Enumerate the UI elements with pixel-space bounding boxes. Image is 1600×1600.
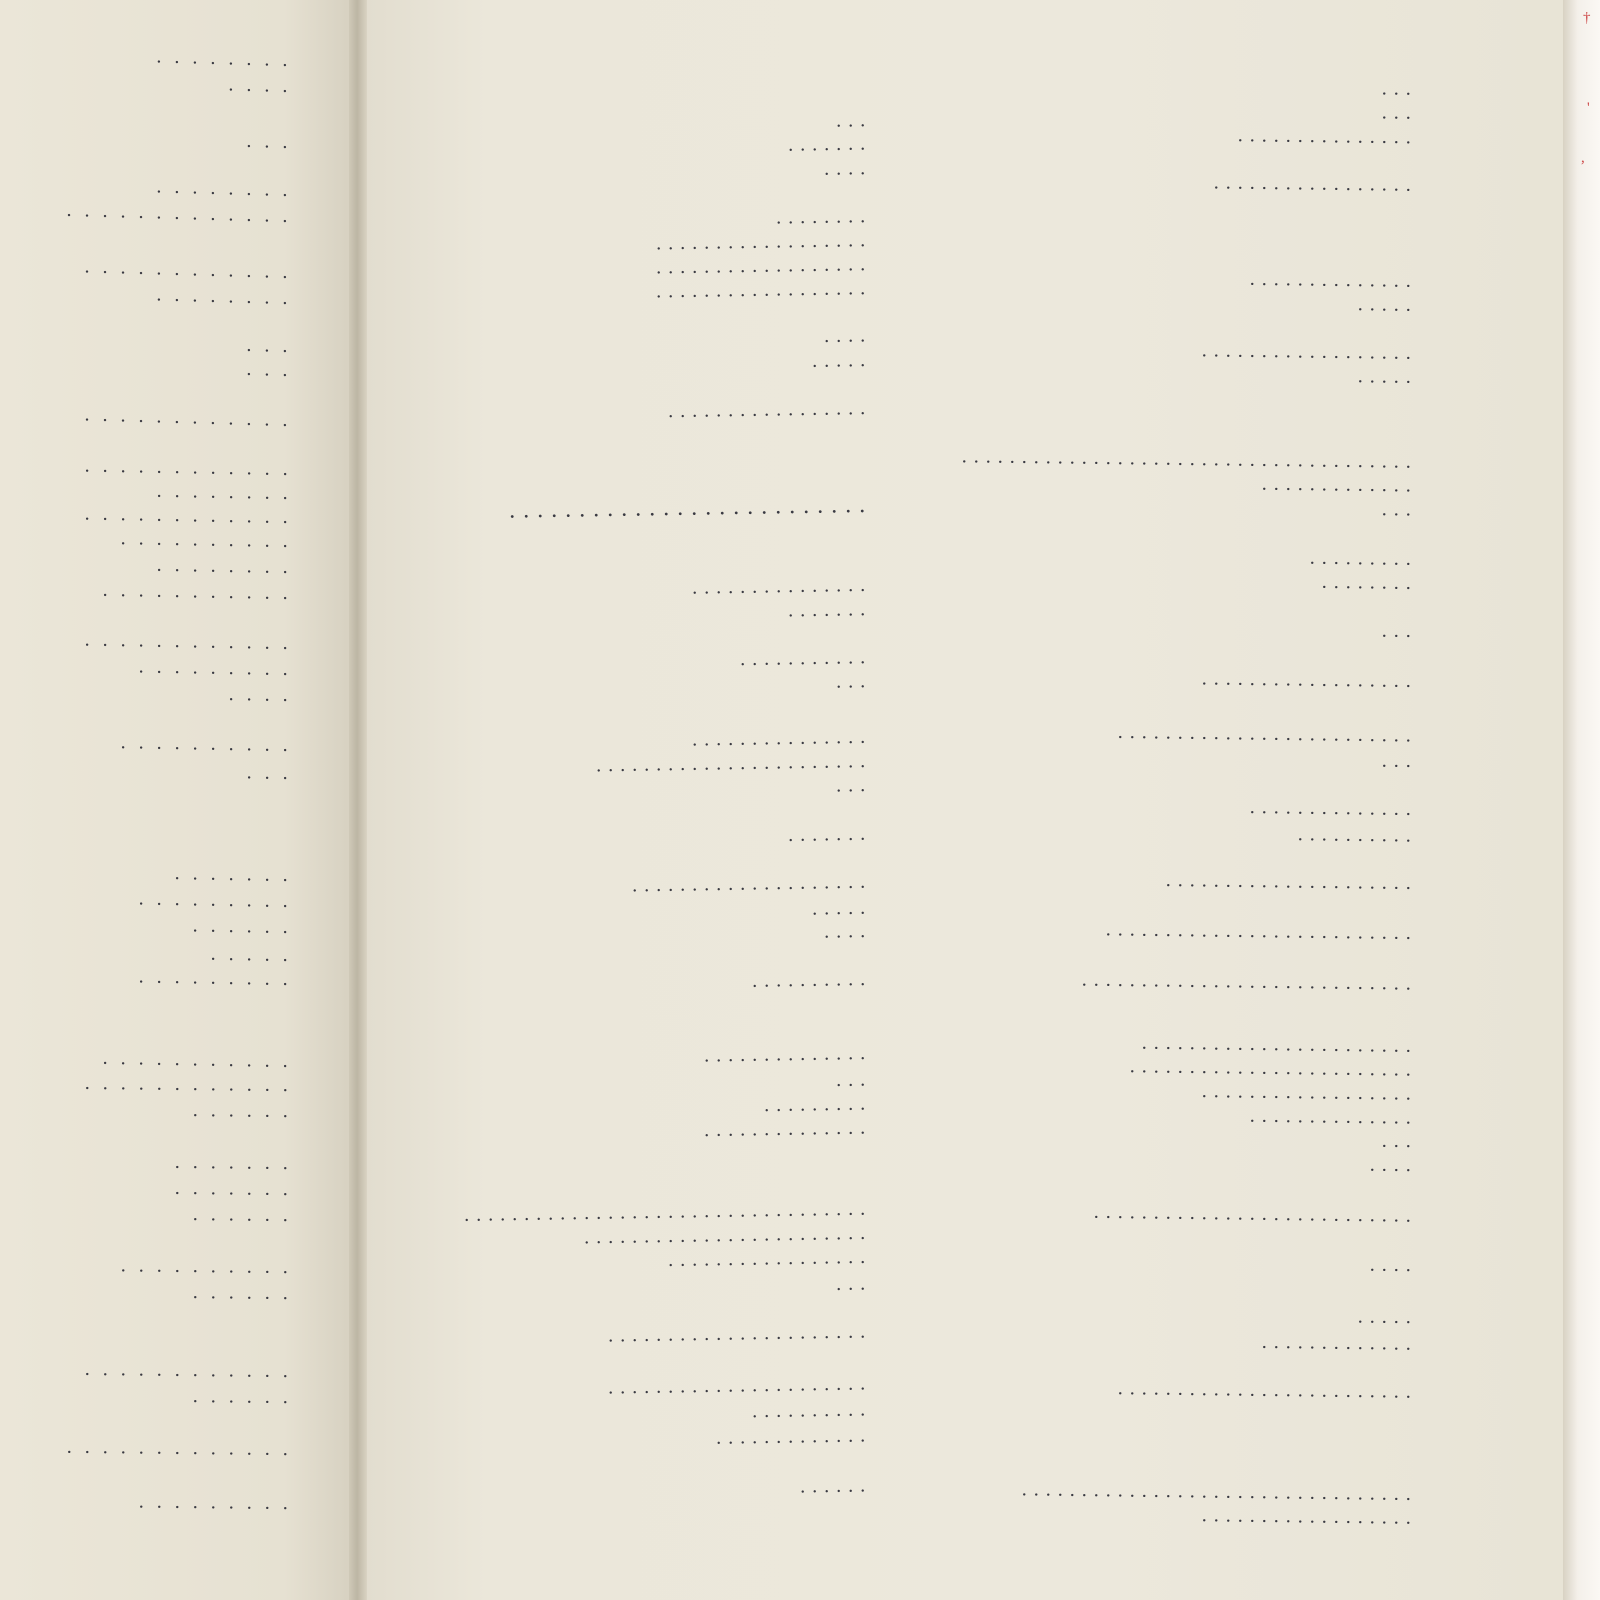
leader-dots: . . . . . . (192, 1385, 292, 1409)
leader-dots: . . . . . . . . . . . . . . . . . . . . . . . . . . . . . . . . . . (464, 1197, 867, 1226)
leader-dots: . . . . . . . . . . . . . . . . . . (1201, 1504, 1412, 1529)
leader-dots: . . . . . . . . . . . . . . . . . . . . . . . . . . . . . . . . . (1021, 1478, 1412, 1506)
leader-dots: . . . . . . . . . . (120, 731, 292, 757)
leader-dots: . . . . . . . . . . . . . . (703, 1041, 867, 1067)
leader-dots: . . . (835, 109, 867, 132)
leader-dots: . . . . . . . . . . . . . . . . . . . . . . (607, 1320, 867, 1347)
leader-dots: . . . . . . . . (156, 479, 292, 505)
leader-dots: . . . . . . . . . . . . . . . . . . (1201, 1080, 1412, 1105)
leader-dots: . . . . . . . . . . . . . . . . . . . . (631, 870, 867, 897)
leader-dots: . . . . . . . . . . . . . . . . . . . . . . . . (1129, 1055, 1412, 1081)
leader-dots: . . . . . . . . . . . . . . . . . . . . . . . . . . . (1093, 1200, 1412, 1227)
leader-dots: . . . . (823, 324, 867, 348)
leader-dots: . . . . . . . . . . . . . . . . . . . . . . . . . . . . . . . . . . . . . . (961, 445, 1412, 473)
leader-dots: . . . . . (1357, 293, 1412, 316)
leader-dots: . . . . . . . . . . . . . . (703, 1116, 867, 1142)
leader-dots: . . . . . . . . (156, 553, 292, 579)
page-edge: † ' , (1563, 0, 1600, 1600)
leader-dots: . . . . . (210, 942, 292, 967)
leader-dots: . . . (1381, 1129, 1412, 1153)
leader-dots: . . . . . . . . . . . . . (66, 198, 292, 228)
leader-dots: . . . . . . . . . . . (739, 646, 867, 671)
leader-dots: . . . . . . . (787, 822, 867, 846)
leader-dots: . . . . . . . . . . . . . . . . . . (655, 277, 867, 303)
leader-dots: . . . . . . . . . . . . . . . . . . . . . . . . . . . . (1081, 968, 1412, 995)
leader-dots: . . . . . . . . . . . . . . . . . . . . . . . (595, 750, 867, 777)
leader-dots: . . . . . . (192, 1099, 292, 1123)
leader-dots: . . . . . . . . (1321, 570, 1412, 594)
leader-dots: . . . . (823, 157, 867, 180)
leader-dots: . . . . . . . (787, 132, 867, 156)
leader-dots: . . . . . . (799, 1474, 867, 1498)
leader-dots: . . . . . . (192, 1281, 292, 1305)
leader-dots: . . . . . (1357, 1305, 1412, 1329)
leader-dots: . . . (1381, 749, 1412, 772)
leader-dots: . . . . . . . . . (138, 965, 292, 991)
leader-dots: . . . (246, 333, 292, 358)
leader-dots: . . . . . . . . . . . . . (1261, 472, 1412, 497)
leader-dots: . . . . . . (192, 1203, 292, 1227)
leader-dots: . . . . . . . . . . . . . . (1249, 1104, 1412, 1129)
leader-dots: . . . . . . . . . . . . . . . . . (1213, 171, 1412, 196)
leader-dots: . . . . . . . . (156, 45, 292, 72)
leader-dots: . . . . . . . . . (138, 887, 292, 913)
leader-dots: . . . . . . . (174, 1176, 292, 1201)
leader-dots: . . . . . . . . . . . . . (1261, 1330, 1412, 1355)
leader-dots: . . . . . . . . . . . . (84, 403, 292, 432)
leader-dots: . . . . . . . . . . . . . . . . . (667, 397, 867, 423)
leader-dots: . . . . (228, 682, 292, 707)
leader-dots: . . . . . . . . . . . . . . . (691, 573, 867, 599)
leader-dots: . . . . . . . (787, 598, 867, 622)
leader-dots: . . . . . . . . . . . . . . . . . . . . . . . (1141, 1031, 1412, 1057)
leader-dots: . . . . . . . . . . . (102, 578, 292, 605)
leader-dots: . . . (246, 357, 292, 382)
leader-dots: . . . . . . . . . . . . . . . (691, 725, 867, 751)
leader-dots: . . . . . . . (174, 1150, 292, 1175)
leader-dots: . . . . . . . . . . . . . (66, 1435, 292, 1461)
leader-dots: . . . . . . . . (775, 205, 867, 229)
leader-dots: . . . (835, 1272, 867, 1295)
leader-dots: . . . . . . . . . . . . . . . . . . (655, 229, 867, 255)
leader-dots: . . . (1381, 619, 1412, 642)
leader-dots: . . . (1381, 77, 1412, 100)
leader-dots: . . . . . . . . . . . . . . . . . . (1201, 667, 1412, 692)
leader-dots: . . . . . . . . . . . . . . . . . . . . . . . . . . (1105, 918, 1412, 945)
leader-dots: . . . . . . . . . . . . (84, 502, 292, 529)
leader-dots: . . . . . . . . . . . . . . . . . . . . . . . . . . (508, 491, 867, 524)
leader-dots: . . . . . (811, 349, 867, 372)
book-gutter (349, 0, 367, 1600)
leader-dots: . . . . (823, 920, 867, 943)
leader-dots: . . . . . . . . . . (751, 1398, 867, 1423)
leader-dots: . . . . . . . . . (1309, 546, 1412, 570)
leader-dots: . . . (1381, 101, 1412, 124)
leader-dots: . . . . . . . . (156, 175, 292, 202)
leader-dots: . . . . . . . . . (763, 1092, 867, 1117)
leader-dots: . . . . . . . . . . . . . . . . . (667, 1245, 867, 1272)
leader-dots: . . . . . . . . . . . . . . . (1237, 124, 1412, 149)
leader-dots: . . . . . . . . . . . . . . . . . . . . . . (607, 1372, 867, 1399)
leader-dots: . . . . . . . . . . (120, 527, 292, 553)
leader-dots: . . . (1381, 498, 1412, 521)
leader-dots: . . . . . . . . . . . . . . . . . . (655, 253, 867, 279)
leader-dots: . . . . . . . . . . . . . . . . . . (1201, 339, 1412, 364)
leader-dots: . . . (246, 761, 292, 785)
leader-dots: . . . . . . . . . . . . (84, 454, 292, 481)
leader-dots: . . . . . . . . . . . . . (715, 1424, 867, 1449)
leader-dots: . . . . . . . . . . . . (84, 255, 292, 284)
leader-dots: . . . (835, 1068, 867, 1092)
leader-dots: . . . . . . . . . . . . (84, 628, 292, 655)
leader-dots: . . . . (228, 73, 292, 98)
leader-dots: . . . (835, 774, 867, 797)
leader-dots: . . . . . . . . . . . . . . . . . . . . . . . . . (1117, 1377, 1412, 1403)
leader-dots: . . . . . . . . . . (751, 968, 867, 992)
leader-dots: . . . . . . . . . . . . . . (1249, 267, 1412, 292)
leader-dots: . . . . . . . (174, 862, 292, 887)
leader-dots: . . . . . (1357, 365, 1412, 388)
leader-dots: . . . . . . . . . (138, 655, 292, 681)
leader-dots: . . . . . . . . . (138, 1490, 292, 1515)
leader-dots: . . . . . . . . (156, 283, 292, 310)
leader-dots: . . . . . (811, 896, 867, 920)
leader-dots: . . . . . . . . . . . . . . . . . . . . . . . . . (1117, 720, 1412, 747)
leader-dots: . . . . . . (192, 914, 292, 939)
leader-dots: . . . . . . . . . . . (102, 1046, 292, 1073)
leader-dots: . . . (246, 129, 292, 154)
leader-dots: . . . . (1369, 1253, 1412, 1277)
leader-dots: . . . (835, 670, 867, 693)
leader-dots: . . . . . . . . . . . . . . . . . . . . . . . . (583, 1221, 867, 1249)
leader-dots: . . . . . . . . . . (1297, 823, 1412, 847)
leader-dots: . . . . . . . . . . (120, 1254, 292, 1279)
leader-dots: . . . . (1369, 1153, 1412, 1177)
leader-dots: . . . . . . . . . . . . . . (1249, 796, 1412, 820)
leader-dots: . . . . . . . . . . . . (84, 1071, 292, 1097)
leader-dots: . . . . . . . . . . . . (84, 1357, 292, 1383)
leader-dots: . . . . . . . . . . . . . . . . . . . . . (1165, 868, 1412, 894)
